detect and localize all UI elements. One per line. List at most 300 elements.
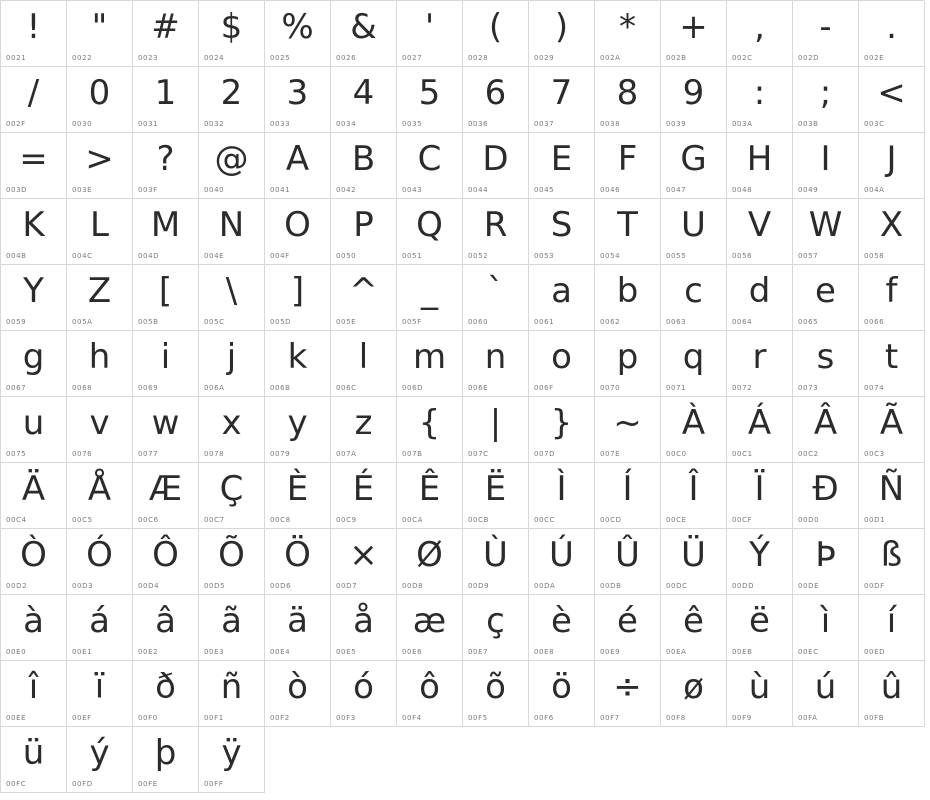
glyph-cell[interactable] [595,1,661,67]
glyph-codepoint: 00EE [6,714,27,722]
glyph-cell[interactable] [67,463,133,529]
glyph-codepoint: 0033 [270,120,291,128]
glyph-character: Ô [152,535,179,575]
glyph-codepoint: 00E9 [600,648,621,656]
glyph-cell[interactable] [1,397,67,463]
glyph-cell[interactable] [397,331,463,397]
glyph-character: G [680,139,707,179]
glyph-character: ñ [220,667,243,707]
glyph-character: Û [615,535,640,575]
glyph-character: è [551,601,572,641]
glyph-cell[interactable] [595,331,661,397]
glyph-cell[interactable] [727,199,793,265]
glyph-cell[interactable] [661,133,727,199]
glyph-character: X [879,205,904,245]
glyph-cell[interactable] [661,529,727,595]
glyph-cell[interactable] [727,331,793,397]
glyph-cell[interactable] [331,661,397,727]
glyph-cell[interactable] [265,529,331,595]
glyph-codepoint: 00C4 [6,516,27,524]
glyph-character: ä [287,601,308,641]
glyph-codepoint: 0069 [138,384,159,392]
glyph-cell[interactable] [595,529,661,595]
glyph-cell[interactable] [793,595,859,661]
glyph-cell[interactable] [397,133,463,199]
glyph-codepoint: 00DC [666,582,688,590]
glyph-character: 1 [154,73,177,113]
glyph-codepoint: 00F6 [534,714,554,722]
glyph-character: ß [880,535,903,575]
glyph-cell[interactable] [397,463,463,529]
glyph-codepoint: 00DB [600,582,622,590]
glyph-codepoint: 00F3 [336,714,356,722]
glyph-codepoint: 0077 [138,450,159,458]
glyph-character: M [150,205,181,245]
glyph-character: r [752,337,767,377]
glyph-character: ! [26,7,41,47]
glyph-character: ^ [349,271,378,311]
glyph-codepoint: 005F [402,318,422,326]
glyph-character: â [155,601,176,641]
glyph-cell[interactable] [331,595,397,661]
glyph-character: í [886,601,897,641]
glyph-character: 0 [88,73,111,113]
glyph-codepoint: 005C [204,318,225,326]
glyph-codepoint: 007C [468,450,489,458]
glyph-cell[interactable] [529,265,595,331]
glyph-codepoint: 0071 [666,384,687,392]
glyph-cell[interactable] [133,727,199,793]
glyph-cell[interactable] [463,265,529,331]
glyph-codepoint: 0037 [534,120,555,128]
glyph-cell[interactable] [529,331,595,397]
glyph-cell[interactable] [595,595,661,661]
glyph-cell[interactable] [397,1,463,67]
glyph-codepoint: 00F2 [270,714,290,722]
glyph-cell[interactable] [859,133,925,199]
glyph-cell[interactable] [529,595,595,661]
glyph-cell[interactable] [793,1,859,67]
glyph-codepoint: 00D2 [6,582,28,590]
glyph-cell[interactable] [727,265,793,331]
glyph-cell[interactable] [133,133,199,199]
glyph-character: Ñ [878,469,905,509]
glyph-codepoint: 0060 [468,318,489,326]
glyph-codepoint: 00C2 [798,450,819,458]
glyph-codepoint: 0044 [468,186,489,194]
glyph-cell[interactable] [859,199,925,265]
empty-cell [793,727,859,793]
glyph-cell[interactable] [529,463,595,529]
glyph-cell[interactable] [397,265,463,331]
glyph-character: x [221,403,242,443]
glyph-cell[interactable] [199,133,265,199]
glyph-codepoint: 0047 [666,186,687,194]
glyph-cell[interactable] [199,331,265,397]
glyph-character: Q [416,205,443,245]
glyph-codepoint: 00F4 [402,714,422,722]
glyph-cell[interactable] [133,661,199,727]
glyph-character: * [619,7,636,47]
glyph-character: ù [748,667,771,707]
glyph-cell[interactable] [661,463,727,529]
glyph-cell[interactable] [727,1,793,67]
glyph-codepoint: 003C [864,120,885,128]
glyph-cell[interactable] [265,661,331,727]
glyph-cell[interactable] [661,397,727,463]
glyph-cell[interactable] [793,397,859,463]
glyph-cell[interactable] [793,67,859,133]
glyph-cell[interactable] [265,331,331,397]
glyph-codepoint: 005D [270,318,292,326]
glyph-character: w [151,403,180,443]
glyph-codepoint: 00CA [402,516,423,524]
glyph-codepoint: 0067 [6,384,27,392]
glyph-cell[interactable] [727,595,793,661]
glyph-cell[interactable] [133,397,199,463]
glyph-cell[interactable] [463,529,529,595]
glyph-character: s [816,337,835,377]
glyph-codepoint: 00FB [864,714,885,722]
glyph-codepoint: 007D [534,450,556,458]
glyph-character: ç [486,601,505,641]
glyph-character: Ý [749,535,770,575]
glyph-character: a [551,271,572,311]
glyph-cell[interactable] [265,67,331,133]
glyph-character: S [550,205,573,245]
glyph-cell[interactable] [331,463,397,529]
glyph-character: < [877,73,906,113]
glyph-cell[interactable] [67,133,133,199]
glyph-cell[interactable] [727,661,793,727]
glyph-cell[interactable] [265,133,331,199]
glyph-codepoint: 00C5 [72,516,93,524]
glyph-character: o [551,337,572,377]
glyph-cell[interactable] [133,265,199,331]
glyph-cell[interactable] [331,1,397,67]
glyph-cell[interactable] [397,67,463,133]
glyph-codepoint: 00CE [666,516,687,524]
glyph-character: Ò [20,535,47,575]
glyph-cell[interactable] [1,133,67,199]
glyph-cell[interactable] [661,595,727,661]
glyph-codepoint: 00D5 [204,582,226,590]
glyph-cell[interactable] [1,661,67,727]
glyph-cell[interactable] [529,661,595,727]
glyph-cell[interactable] [397,529,463,595]
glyph-codepoint: 0066 [864,318,885,326]
glyph-codepoint: 0022 [72,54,93,62]
glyph-character: à [23,601,44,641]
glyph-cell[interactable] [661,661,727,727]
glyph-character: n [484,337,507,377]
glyph-cell[interactable] [397,661,463,727]
glyph-codepoint: 00D9 [468,582,490,590]
glyph-cell[interactable] [727,397,793,463]
glyph-character: V [747,205,772,245]
glyph-cell[interactable] [133,529,199,595]
glyph-cell[interactable] [199,529,265,595]
glyph-cell[interactable] [793,529,859,595]
glyph-cell[interactable] [67,67,133,133]
glyph-character: l [358,337,369,377]
glyph-cell[interactable] [199,67,265,133]
glyph-cell[interactable] [133,463,199,529]
glyph-cell[interactable] [859,529,925,595]
glyph-character: g [22,337,45,377]
glyph-cell[interactable] [859,1,925,67]
glyph-character: Á [747,403,772,443]
glyph-cell[interactable] [199,397,265,463]
glyph-cell[interactable] [463,595,529,661]
glyph-cell[interactable] [595,661,661,727]
glyph-cell[interactable] [67,397,133,463]
glyph-cell[interactable] [529,67,595,133]
glyph-cell[interactable] [331,133,397,199]
glyph-character: ô [419,667,440,707]
glyph-cell[interactable] [727,529,793,595]
glyph-codepoint: 00F0 [138,714,158,722]
glyph-cell[interactable] [661,331,727,397]
glyph-cell[interactable] [199,265,265,331]
glyph-codepoint: 00E3 [204,648,225,656]
glyph-cell[interactable] [67,1,133,67]
glyph-cell[interactable] [1,1,67,67]
glyph-character: A [285,139,310,179]
glyph-cell[interactable] [67,727,133,793]
glyph-cell[interactable] [265,463,331,529]
glyph-cell[interactable] [463,67,529,133]
glyph-character: é [617,601,638,641]
glyph-cell[interactable] [133,199,199,265]
glyph-codepoint: 00F9 [732,714,752,722]
glyph-cell[interactable] [1,595,67,661]
glyph-cell[interactable] [1,529,67,595]
glyph-character: e [815,271,836,311]
glyph-cell[interactable] [859,265,925,331]
glyph-codepoint: 0053 [534,252,555,260]
glyph-cell[interactable] [331,397,397,463]
glyph-cell[interactable] [199,595,265,661]
glyph-codepoint: 003D [6,186,28,194]
glyph-codepoint: 0032 [204,120,225,128]
glyph-cell[interactable] [1,463,67,529]
glyph-codepoint: 002B [666,54,687,62]
glyph-codepoint: 00FE [138,780,158,788]
glyph-cell[interactable] [133,67,199,133]
glyph-cell[interactable] [331,67,397,133]
glyph-cell[interactable] [397,397,463,463]
glyph-cell[interactable] [793,133,859,199]
glyph-cell[interactable] [595,133,661,199]
glyph-codepoint: 0021 [6,54,27,62]
glyph-cell[interactable] [595,265,661,331]
glyph-character: % [281,7,314,47]
glyph-cell[interactable] [463,199,529,265]
glyph-cell[interactable] [199,727,265,793]
glyph-cell[interactable] [661,199,727,265]
glyph-cell[interactable] [595,199,661,265]
glyph-codepoint: 00CD [600,516,622,524]
glyph-cell[interactable] [67,199,133,265]
glyph-cell[interactable] [793,331,859,397]
glyph-codepoint: 0068 [72,384,93,392]
glyph-codepoint: 00CB [468,516,489,524]
glyph-cell[interactable] [529,397,595,463]
glyph-cell[interactable] [661,67,727,133]
glyph-cell[interactable] [1,67,67,133]
glyph-codepoint: 00D1 [864,516,886,524]
glyph-cell[interactable] [793,265,859,331]
glyph-character: 6 [484,73,507,113]
glyph-character: Ï [754,469,765,509]
glyph-codepoint: 0064 [732,318,753,326]
glyph-codepoint: 006D [402,384,424,392]
glyph-cell[interactable] [1,727,67,793]
glyph-cell[interactable] [661,1,727,67]
glyph-codepoint: 00F1 [204,714,224,722]
glyph-character: q [682,337,705,377]
glyph-codepoint: 00FF [204,780,224,788]
glyph-cell[interactable] [199,1,265,67]
glyph-character: @ [214,139,249,179]
glyph-character: ? [156,139,175,179]
glyph-cell[interactable] [265,265,331,331]
glyph-codepoint: 00CF [732,516,753,524]
glyph-cell[interactable] [859,397,925,463]
glyph-character: û [880,667,903,707]
glyph-character: _ [421,271,438,311]
glyph-cell[interactable] [199,661,265,727]
glyph-cell[interactable] [1,265,67,331]
glyph-character: D [482,139,509,179]
glyph-cell[interactable] [199,463,265,529]
glyph-codepoint: 005A [72,318,93,326]
glyph-cell[interactable] [727,463,793,529]
glyph-codepoint: 006F [534,384,554,392]
glyph-codepoint: 0034 [336,120,357,128]
glyph-character: - [819,7,832,47]
glyph-cell[interactable] [727,133,793,199]
glyph-character: ü [22,733,45,773]
glyph-cell[interactable] [463,463,529,529]
empty-cell [265,727,331,793]
glyph-codepoint: 006A [204,384,225,392]
glyph-codepoint: 0027 [402,54,423,62]
glyph-character: Í [622,469,633,509]
glyph-cell[interactable] [67,265,133,331]
glyph-cell[interactable] [331,529,397,595]
glyph-cell[interactable] [397,199,463,265]
glyph-cell[interactable] [331,331,397,397]
glyph-codepoint: 0054 [600,252,621,260]
glyph-cell[interactable] [199,199,265,265]
glyph-cell[interactable] [67,331,133,397]
glyph-cell[interactable] [595,463,661,529]
glyph-cell[interactable] [463,397,529,463]
glyph-codepoint: 00D0 [798,516,820,524]
glyph-cell[interactable] [529,199,595,265]
glyph-codepoint: 0041 [270,186,291,194]
glyph-cell[interactable] [529,1,595,67]
glyph-codepoint: 00D7 [336,582,358,590]
glyph-cell[interactable] [595,67,661,133]
glyph-cell[interactable] [793,199,859,265]
glyph-cell[interactable] [265,199,331,265]
empty-cell [331,727,397,793]
glyph-cell[interactable] [397,595,463,661]
glyph-cell[interactable] [331,199,397,265]
glyph-character: I [820,139,831,179]
glyph-cell[interactable] [793,463,859,529]
glyph-cell[interactable] [133,331,199,397]
glyph-cell[interactable] [859,595,925,661]
glyph-character: ' [424,7,435,47]
glyph-character: B [351,139,376,179]
glyph-character: p [616,337,639,377]
glyph-cell[interactable] [463,331,529,397]
glyph-codepoint: 00C0 [666,450,687,458]
glyph-character: ò [287,667,308,707]
glyph-cell[interactable] [331,265,397,331]
glyph-cell[interactable] [859,67,925,133]
glyph-cell[interactable] [133,595,199,661]
glyph-character: Ê [418,469,441,509]
glyph-codepoint: 0036 [468,120,489,128]
glyph-cell[interactable] [529,529,595,595]
glyph-character: ÷ [613,667,642,707]
glyph-cell[interactable] [793,661,859,727]
glyph-character: Þ [815,535,836,575]
glyph-cell[interactable] [595,397,661,463]
glyph-cell[interactable] [265,595,331,661]
glyph-character: d [748,271,771,311]
glyph-cell[interactable] [265,1,331,67]
glyph-cell[interactable] [67,529,133,595]
glyph-cell[interactable] [859,661,925,727]
glyph-character: } [550,403,573,443]
glyph-codepoint: 002E [864,54,885,62]
glyph-cell[interactable] [463,661,529,727]
glyph-cell[interactable] [727,67,793,133]
glyph-cell[interactable] [67,595,133,661]
glyph-codepoint: 007E [600,450,621,458]
glyph-codepoint: 00DE [798,582,820,590]
glyph-codepoint: 0043 [402,186,423,194]
glyph-character: \ [225,271,238,311]
glyph-codepoint: 0035 [402,120,423,128]
glyph-cell[interactable] [463,133,529,199]
glyph-character: ì [820,601,831,641]
glyph-character: Î [688,469,699,509]
glyph-character: Ë [484,469,507,509]
glyph-cell[interactable] [133,1,199,67]
glyph-codepoint: 004C [72,252,93,260]
glyph-cell[interactable] [859,463,925,529]
glyph-cell[interactable] [529,133,595,199]
glyph-cell[interactable] [67,661,133,727]
glyph-cell[interactable] [1,331,67,397]
glyph-cell[interactable] [859,331,925,397]
glyph-character: { [418,403,441,443]
glyph-cell[interactable] [1,199,67,265]
glyph-cell[interactable] [463,1,529,67]
glyph-cell[interactable] [265,397,331,463]
glyph-character: v [89,403,110,443]
glyph-character: Z [87,271,112,311]
glyph-character: á [89,601,110,641]
glyph-cell[interactable] [661,265,727,331]
